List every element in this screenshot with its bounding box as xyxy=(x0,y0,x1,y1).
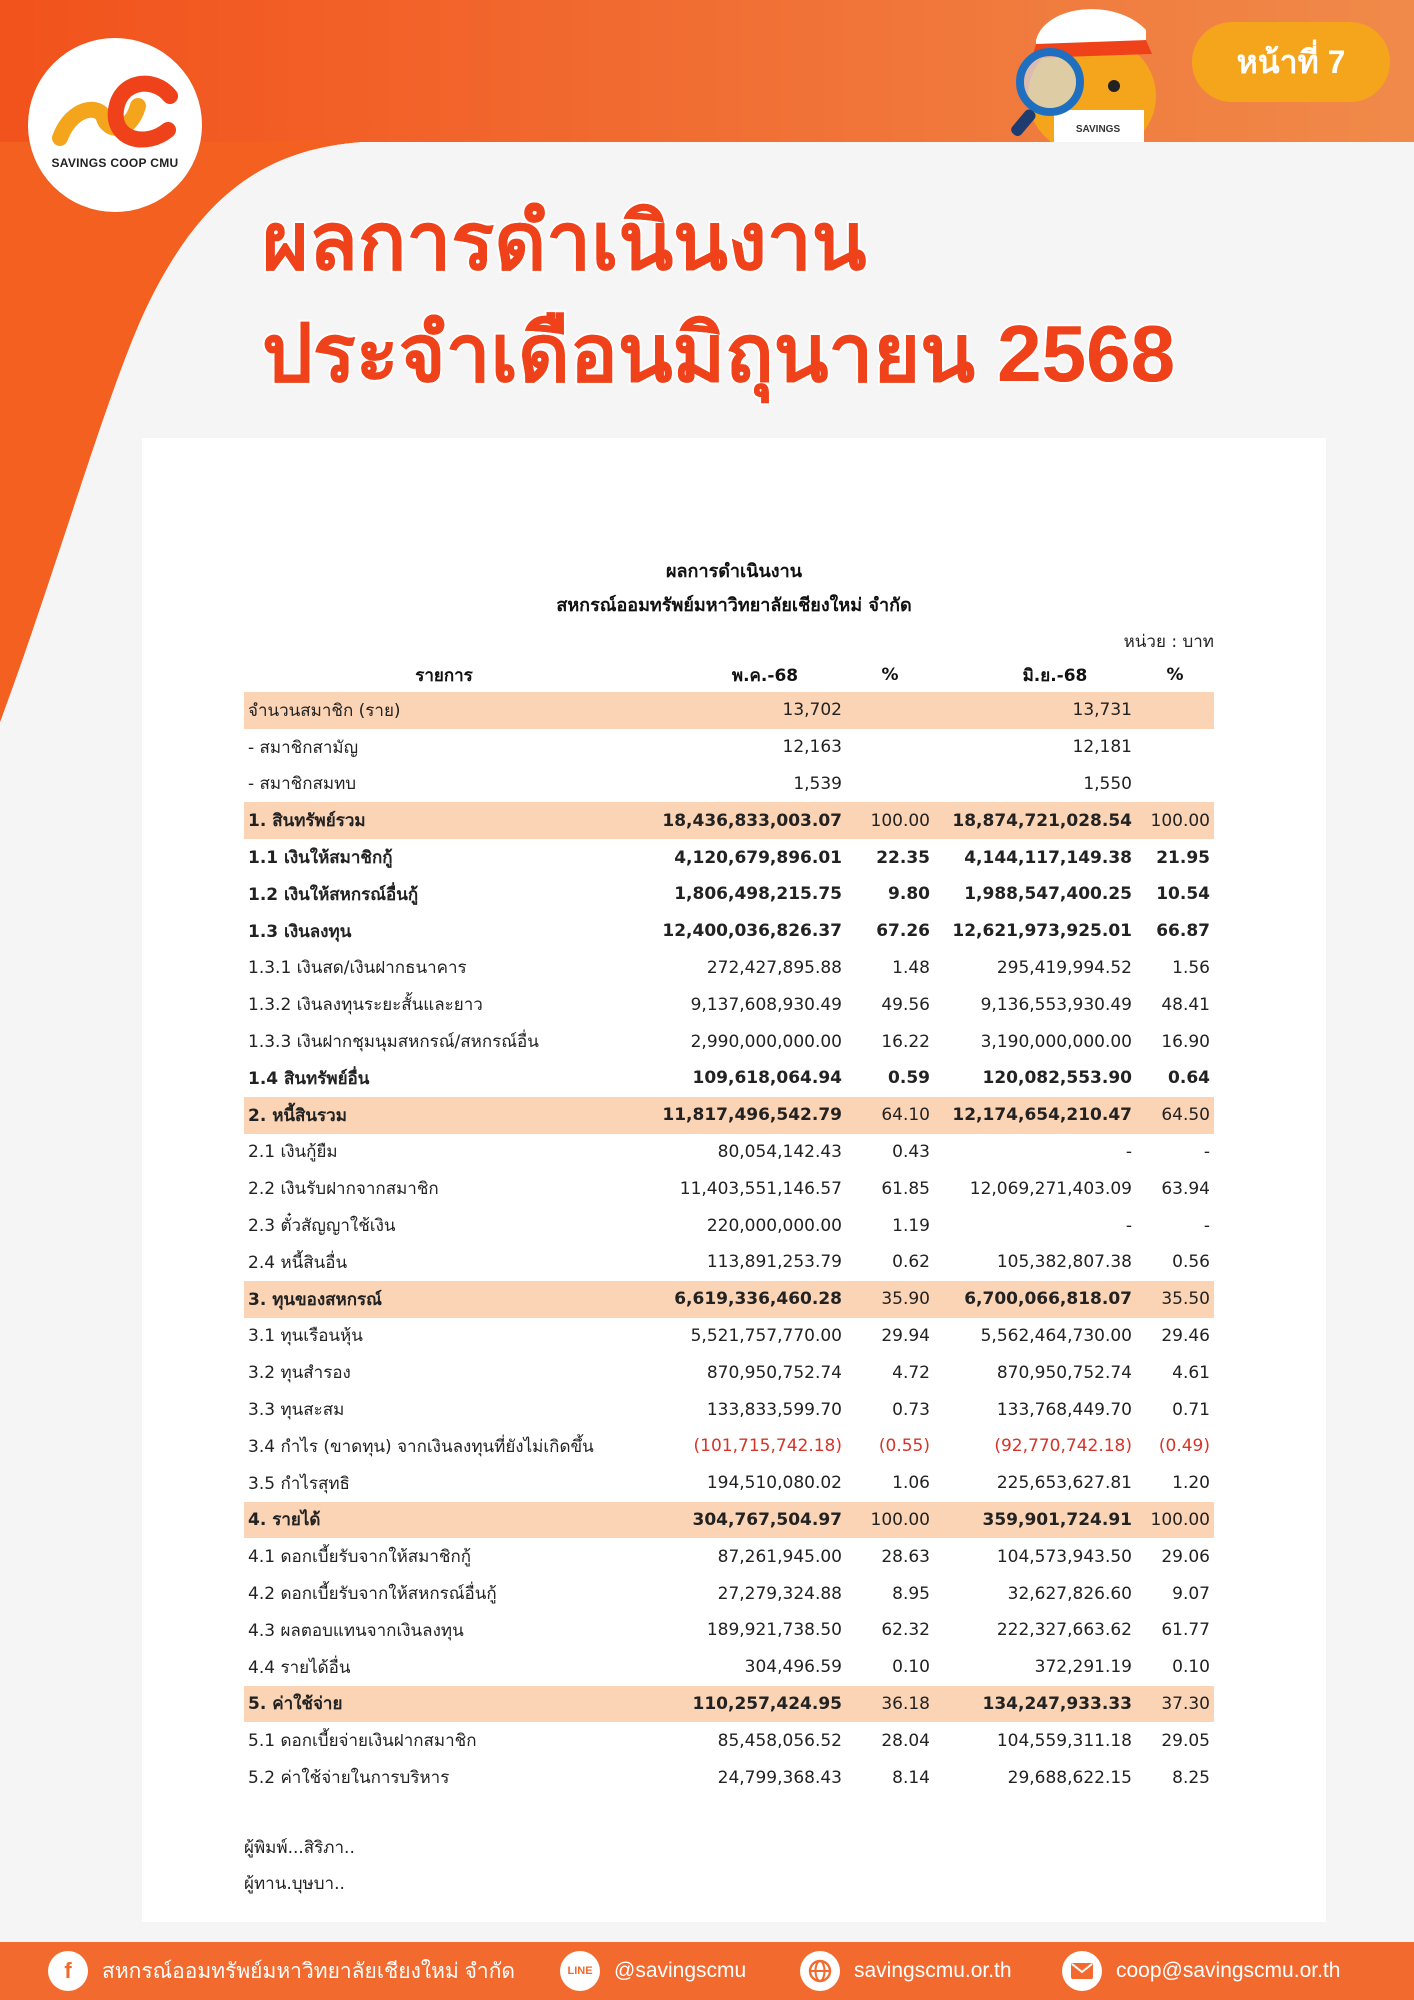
value-may: 11,403,551,146.57 xyxy=(679,1178,842,1199)
value-may: 9,137,608,930.49 xyxy=(690,994,842,1015)
value-jun: 18,874,721,028.54 xyxy=(934,802,1136,839)
value-jun: 120,082,553.90 xyxy=(982,1068,1132,1089)
value-jun: 9,136,553,930.49 xyxy=(980,994,1132,1015)
row-label: จำนวนสมาชิก (ราย) xyxy=(244,692,644,729)
value-may: 87,261,945.00 xyxy=(717,1546,842,1567)
percent-may: 35.90 xyxy=(846,1281,934,1318)
page-title-line2: ประจำเดือนมิถุนายน 2568 xyxy=(262,309,1176,398)
value-may: 18,436,833,003.07 xyxy=(644,802,846,839)
page-title-line1: ผลการดำเนินงาน xyxy=(262,197,867,286)
table-row xyxy=(244,1538,1214,1575)
table-row xyxy=(244,1354,1214,1391)
table-row xyxy=(244,1759,1214,1796)
mascot-badge: SAVINGS xyxy=(1075,124,1121,135)
row-label: 4. รายได้ xyxy=(244,1502,644,1539)
table-row xyxy=(244,1134,1214,1171)
percent-may: 0.59 xyxy=(888,1068,930,1089)
percent-jun: 16.90 xyxy=(1161,1031,1210,1052)
value-jun: 12,181 xyxy=(1072,737,1132,758)
report-card xyxy=(142,438,1326,1922)
page-number-badge: หน้าที่ 7 xyxy=(1192,22,1390,102)
value-jun: 32,627,826.60 xyxy=(1007,1583,1132,1604)
table-row xyxy=(244,913,1214,950)
reviewer-signature: ผู้ทาน.บุษบา.. xyxy=(244,1874,345,1894)
percent-jun: 1.20 xyxy=(1172,1473,1210,1494)
row-label: 1.3.1 เงินสด/เงินฝากธนาคาร xyxy=(248,958,467,979)
percent-may: 16.22 xyxy=(881,1031,930,1052)
value-jun: 12,174,654,210.47 xyxy=(934,1097,1136,1134)
value-jun: 134,247,933.33 xyxy=(934,1686,1136,1723)
percent-may: 67.26 xyxy=(876,921,930,942)
footer-facebook[interactable] xyxy=(48,1951,515,1991)
value-may: 4,120,679,896.01 xyxy=(674,847,842,868)
table-row xyxy=(244,1170,1214,1207)
value-jun: 1,550 xyxy=(1083,773,1132,794)
value-jun: 12,069,271,403.09 xyxy=(969,1178,1132,1199)
percent-may: 28.04 xyxy=(881,1730,930,1751)
row-label: 3.4 กำไร (ขาดทุน) จากเงินลงทุนที่ยังไม่เกิดขึ้น xyxy=(248,1436,594,1457)
row-label: 2. หนี้สินรวม xyxy=(244,1097,644,1134)
percent-jun xyxy=(1136,766,1214,803)
percent-may: 29.94 xyxy=(881,1325,930,1346)
table-row xyxy=(244,1097,1214,1134)
table-row xyxy=(244,1391,1214,1428)
percent-may: 0.62 xyxy=(892,1252,930,1273)
row-label: 3.5 กำไรสุทธิ xyxy=(248,1473,350,1494)
table-row xyxy=(244,1060,1214,1097)
mascot-illustration xyxy=(996,0,1176,142)
mail-icon xyxy=(1062,1951,1102,1991)
percent-jun: 21.95 xyxy=(1156,847,1210,868)
percent-may: 1.19 xyxy=(892,1215,930,1236)
footer-facebook-text: สหกรณ์ออมทรัพย์มหาวิทยาลัยเชียงใหม่ จำกัด xyxy=(102,1959,516,1983)
row-label: 3.3 ทุนสะสม xyxy=(248,1400,345,1421)
row-label: - สมาชิกสมทบ xyxy=(248,774,357,795)
typist-signature: ผู้พิมพ์...สิริภา.. xyxy=(244,1838,355,1858)
value-jun: - xyxy=(1125,1215,1132,1236)
percent-jun: 48.41 xyxy=(1161,994,1210,1015)
page-title xyxy=(262,186,1175,410)
value-may: 113,891,253.79 xyxy=(706,1252,842,1273)
row-label: 1.3.2 เงินลงทุนระยะสั้นและยาว xyxy=(248,995,483,1016)
value-jun: 870,950,752.74 xyxy=(996,1362,1132,1383)
footer-email[interactable] xyxy=(1062,1951,1340,1991)
table-row xyxy=(244,876,1214,913)
percent-may: 1.06 xyxy=(892,1473,930,1494)
coop-logo xyxy=(28,38,202,212)
table-row xyxy=(244,839,1214,876)
row-label: 1.1 เงินให้สมาชิกกู้ xyxy=(248,848,393,869)
percent-may: 22.35 xyxy=(876,847,930,868)
footer-bar xyxy=(0,1942,1414,2000)
percent-may: 49.56 xyxy=(881,994,930,1015)
percent-jun: 29.06 xyxy=(1161,1546,1210,1567)
value-jun: 29,688,622.15 xyxy=(1007,1767,1132,1788)
table-row xyxy=(244,986,1214,1023)
percent-may xyxy=(846,729,934,766)
percent-may: 28.63 xyxy=(881,1546,930,1567)
percent-jun: 0.71 xyxy=(1172,1399,1210,1420)
footer-website-text: savingscmu.or.th xyxy=(854,1959,1012,1982)
percent-jun: 1.56 xyxy=(1172,957,1210,978)
value-may: 5,521,757,770.00 xyxy=(690,1325,842,1346)
value-jun: (92,770,742.18) xyxy=(994,1436,1132,1457)
percent-jun: 4.61 xyxy=(1172,1362,1210,1383)
value-may: 189,921,738.50 xyxy=(706,1620,842,1641)
value-jun: 222,327,663.62 xyxy=(996,1620,1132,1641)
globe-icon xyxy=(800,1951,840,1991)
table-row xyxy=(244,1318,1214,1355)
percent-jun xyxy=(1136,729,1214,766)
value-jun: 225,653,627.81 xyxy=(996,1473,1132,1494)
table-row xyxy=(244,692,1214,729)
percent-jun: 63.94 xyxy=(1161,1178,1210,1199)
value-may: 12,400,036,826.37 xyxy=(662,921,842,942)
report-title: ผลการดำเนินงาน xyxy=(665,561,802,582)
percent-jun: 35.50 xyxy=(1136,1281,1214,1318)
value-may: 85,458,056.52 xyxy=(717,1730,842,1751)
value-jun: 104,559,311.18 xyxy=(996,1730,1132,1751)
value-jun: 105,382,807.38 xyxy=(996,1252,1132,1273)
row-label: 4.4 รายได้อื่น xyxy=(248,1657,351,1678)
row-label: 3. ทุนของสหกรณ์ xyxy=(244,1281,644,1318)
percent-jun: 0.64 xyxy=(1168,1068,1210,1089)
percent-jun: 100.00 xyxy=(1136,802,1214,839)
row-label: 5.2 ค่าใช้จ่ายในการบริหาร xyxy=(248,1768,450,1788)
row-label: - สมาชิกสามัญ xyxy=(248,737,359,758)
percent-may: 64.10 xyxy=(846,1097,934,1134)
row-label: 2.1 เงินกู้ยืม xyxy=(248,1142,338,1163)
savings-coop-logo-icon xyxy=(42,66,188,156)
table-row xyxy=(244,1722,1214,1759)
value-jun: 3,190,000,000.00 xyxy=(980,1031,1132,1052)
percent-may: 4.72 xyxy=(892,1362,930,1383)
percent-jun: - xyxy=(1203,1215,1210,1236)
value-may: 870,950,752.74 xyxy=(706,1362,842,1383)
value-may: 133,833,599.70 xyxy=(706,1399,842,1420)
table-row xyxy=(244,766,1214,803)
value-may: 12,163 xyxy=(782,737,842,758)
percent-may xyxy=(846,766,934,803)
percent-may: 8.95 xyxy=(892,1583,930,1604)
table-row xyxy=(244,1428,1214,1465)
value-jun: - xyxy=(1125,1141,1132,1162)
value-may: 13,702 xyxy=(644,692,846,729)
value-may: 24,799,368.43 xyxy=(717,1767,842,1788)
table-header-row xyxy=(244,658,1214,692)
percent-jun: 0.10 xyxy=(1172,1657,1210,1678)
table-row xyxy=(244,1502,1214,1539)
financial-table xyxy=(244,658,1214,1796)
percent-jun: - xyxy=(1203,1141,1210,1162)
percent-may: 1.48 xyxy=(892,957,930,978)
percent-may: 0.43 xyxy=(892,1141,930,1162)
row-label: 4.2 ดอกเบี้ยรับจากให้สหกรณ์อื่นกู้ xyxy=(248,1584,497,1605)
percent-jun: 9.07 xyxy=(1172,1583,1210,1604)
value-may: 109,618,064.94 xyxy=(692,1068,842,1089)
value-may: 194,510,080.02 xyxy=(706,1473,842,1494)
value-may: 11,817,496,542.79 xyxy=(644,1097,846,1134)
row-label: 2.2 เงินรับฝากจากสมาชิก xyxy=(248,1179,439,1200)
table-row xyxy=(244,950,1214,987)
percent-may: 100.00 xyxy=(846,802,934,839)
percent-may: 0.73 xyxy=(892,1399,930,1420)
line-icon: LINE xyxy=(560,1951,600,1991)
row-label: 1. สินทรัพย์รวม xyxy=(244,802,644,839)
table-row xyxy=(244,802,1214,839)
value-jun: 6,700,066,818.07 xyxy=(934,1281,1136,1318)
percent-jun: 61.77 xyxy=(1161,1620,1210,1641)
percent-may: 36.18 xyxy=(846,1686,934,1723)
percent-jun: (0.49) xyxy=(1158,1436,1210,1457)
footer-line-text: @savingscmu xyxy=(614,1959,747,1982)
percent-jun: 66.87 xyxy=(1156,921,1210,942)
value-jun: 133,768,449.70 xyxy=(996,1399,1132,1420)
percent-may: 8.14 xyxy=(892,1767,930,1788)
row-label: 2.4 หนี้สินอื่น xyxy=(248,1252,348,1273)
value-may: 27,279,324.88 xyxy=(717,1583,842,1604)
table-row xyxy=(244,1023,1214,1060)
value-may: 1,806,498,215.75 xyxy=(674,884,842,905)
row-label: 3.2 ทุนสำรอง xyxy=(248,1363,351,1384)
percent-may: 0.10 xyxy=(892,1657,930,1678)
percent-jun: 29.05 xyxy=(1161,1730,1210,1751)
unit-label: หน่วย : บาท xyxy=(1123,632,1214,652)
row-label: 1.4 สินทรัพย์อื่น xyxy=(248,1068,370,1089)
value-may: 6,619,336,460.28 xyxy=(644,1281,846,1318)
table-row xyxy=(244,1207,1214,1244)
value-jun: 4,144,117,149.38 xyxy=(964,847,1132,868)
column-header-pct-may: % xyxy=(881,665,899,685)
value-jun: 13,731 xyxy=(934,692,1136,729)
row-label: 2.3 ตั๋วสัญญาใช้เงิน xyxy=(248,1216,396,1237)
value-jun: 1,988,547,400.25 xyxy=(964,884,1132,905)
table-row xyxy=(244,1686,1214,1723)
column-header-item: รายการ xyxy=(415,665,473,686)
value-jun: 104,573,943.50 xyxy=(996,1546,1132,1567)
row-label: 4.3 ผลตอบแทนจากเงินลงทุน xyxy=(248,1620,464,1641)
footer-website[interactable] xyxy=(800,1951,1012,1991)
value-may: 1,539 xyxy=(793,773,842,794)
value-may: 2,990,000,000.00 xyxy=(690,1031,842,1052)
value-may: (101,715,742.18) xyxy=(693,1436,842,1457)
percent-may: 100.00 xyxy=(846,1502,934,1539)
table-row xyxy=(244,1244,1214,1281)
column-header-may: พ.ค.-68 xyxy=(731,665,799,686)
percent-may: 61.85 xyxy=(881,1178,930,1199)
percent-jun: 0.56 xyxy=(1172,1252,1210,1273)
footer-line[interactable] xyxy=(560,1951,746,1991)
value-jun: 5,562,464,730.00 xyxy=(980,1325,1132,1346)
value-may: 304,767,504.97 xyxy=(644,1502,846,1539)
value-may: 110,257,424.95 xyxy=(644,1686,846,1723)
value-jun: 359,901,724.91 xyxy=(934,1502,1136,1539)
value-jun: 12,621,973,925.01 xyxy=(952,921,1132,942)
column-header-jun: มิ.ย.-68 xyxy=(1022,665,1088,686)
percent-jun xyxy=(1136,692,1214,729)
table-row xyxy=(244,1649,1214,1686)
percent-jun: 10.54 xyxy=(1156,884,1210,905)
percent-jun: 100.00 xyxy=(1136,1502,1214,1539)
report-subtitle: สหกรณ์ออมทรัพย์มหาวิทยาลัยเชียงใหม่ จำกัด xyxy=(556,595,912,616)
percent-jun: 37.30 xyxy=(1136,1686,1214,1723)
row-label: 5.1 ดอกเบี้ยจ่ายเงินฝากสมาชิก xyxy=(248,1731,477,1752)
percent-may xyxy=(846,692,934,729)
value-may: 80,054,142.43 xyxy=(717,1141,842,1162)
column-header-pct-jun: % xyxy=(1166,665,1184,685)
logo-text: SAVINGS COOP CMU xyxy=(51,156,179,170)
row-label: 3.1 ทุนเรือนหุ้น xyxy=(248,1326,363,1347)
value-jun: 372,291.19 xyxy=(1034,1657,1132,1678)
value-jun: 295,419,994.52 xyxy=(996,957,1132,978)
value-may: 304,496.59 xyxy=(744,1657,842,1678)
row-label: 1.3 เงินลงทุน xyxy=(248,921,352,942)
row-label: 4.1 ดอกเบี้ยรับจากให้สมาชิกกู้ xyxy=(248,1547,472,1568)
value-may: 272,427,895.88 xyxy=(706,957,842,978)
table-row xyxy=(244,1281,1214,1318)
percent-jun: 64.50 xyxy=(1136,1097,1214,1134)
row-label: 1.2 เงินให้สหกรณ์อื่นกู้ xyxy=(248,884,419,905)
percent-may: 9.80 xyxy=(888,884,930,905)
value-may: 220,000,000.00 xyxy=(706,1215,842,1236)
table-row xyxy=(244,1465,1214,1502)
percent-jun: 29.46 xyxy=(1161,1325,1210,1346)
row-label: 1.3.3 เงินฝากชุมนุมสหกรณ์/สหกรณ์อื่น xyxy=(248,1032,539,1053)
percent-jun: 8.25 xyxy=(1172,1767,1210,1788)
table-row xyxy=(244,1612,1214,1649)
facebook-icon: f xyxy=(48,1951,88,1991)
percent-may: (0.55) xyxy=(878,1436,930,1457)
table-row xyxy=(244,729,1214,766)
table-row xyxy=(244,1575,1214,1612)
row-label: 5. ค่าใช้จ่าย xyxy=(244,1686,644,1723)
footer-email-text: coop@savingscmu.or.th xyxy=(1116,1959,1341,1982)
percent-may: 62.32 xyxy=(881,1620,930,1641)
